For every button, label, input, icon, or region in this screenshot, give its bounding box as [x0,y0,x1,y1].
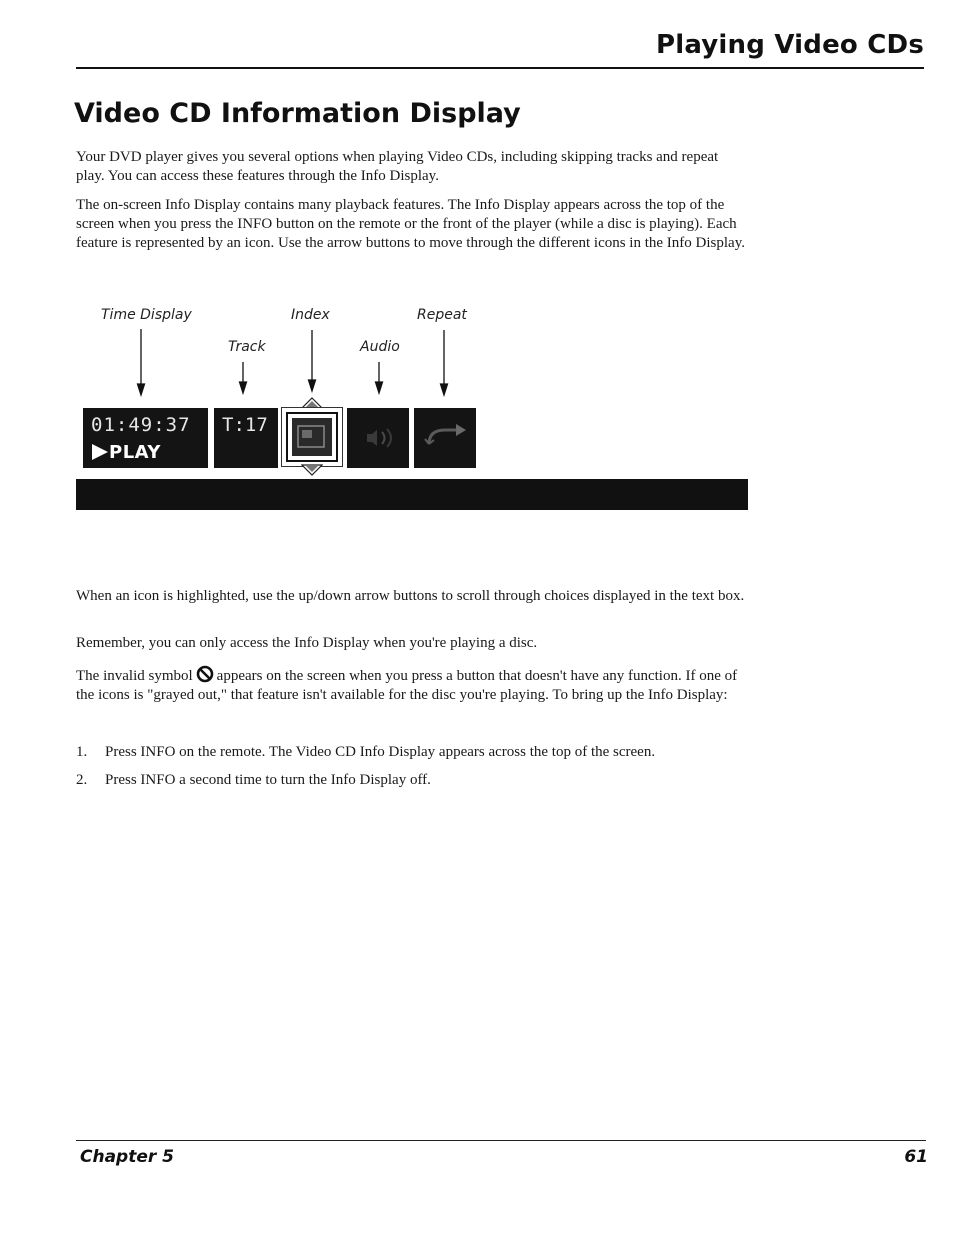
audio-icon [347,408,409,468]
footer-chapter: Chapter 5 [80,1147,175,1167]
track-readout: T:17 [222,414,268,436]
invalid-symbol-paragraph [76,665,748,705]
callout-audio: Audio [360,339,400,355]
callout-time-display: Time Display [101,307,192,323]
remember-paragraph: Remember, you can only access the Info Display when you're playing a disc. [76,635,538,651]
repeat-icon [414,408,476,468]
arrow-track [240,362,247,393]
page-number: 61 [904,1147,928,1167]
step-number: 2. [76,772,88,788]
arrow-repeat [441,330,448,395]
time-display-panel [83,408,208,468]
index-icon [282,408,342,466]
info-display-text-box [76,479,748,510]
index-panel-highlighted [281,407,343,467]
repeat-panel [414,408,476,468]
intro-paragraph: Your DVD player gives you several options when playing Video CDs, including skipping tracks and repeat play. You can access these features through the Info Display. [76,149,719,184]
arrow-audio [376,362,383,393]
invalid-symbol-icon [196,665,214,683]
arrow-index [309,330,316,391]
highlight-paragraph: When an icon is highlighted, use the up/down arrow buttons to scroll through choices displayed in the text box. [76,588,745,604]
invalid-text-after: appears on the screen when you press a button that doesn't have any function. If one of the icons is "grayed out," that feature isn't available for the disc you're playing. To bring up the Info Display: [76,668,738,703]
info-display-paragraph: The on-screen Info Display contains many playback features. The Info Display appears across the top of the screen when you press the INFO button on the remote or the front of the player (while a disc is playing). Each feature is represented by an icon. Use the arrow buttons to move through the different icons in the Info Display. [76,197,745,251]
track-panel [214,408,278,468]
play-triangle-icon [92,444,108,460]
step-text: Press INFO on the remote. The Video CD Info Display appears across the top of the screen. [105,744,656,760]
footer-rule [76,1140,926,1141]
step-item [76,743,756,762]
page-heading: Video CD Information Display [74,98,521,129]
step-number: 1. [76,744,88,760]
header-rule [76,67,924,69]
time-readout: 01:49:37 [91,414,191,436]
callout-repeat: Repeat [417,307,467,323]
callout-index: Index [291,307,330,323]
chevron-down-icon [301,464,323,476]
play-status: PLAY [109,442,161,463]
invalid-text-before: The invalid symbol [76,668,193,684]
step-text: Press INFO a second time to turn the Info Display off. [105,772,431,788]
step-item [76,771,756,790]
callout-track: Track [228,339,266,355]
audio-panel [347,408,409,468]
arrow-time-display [138,329,145,395]
running-header: Playing Video CDs [655,30,924,60]
